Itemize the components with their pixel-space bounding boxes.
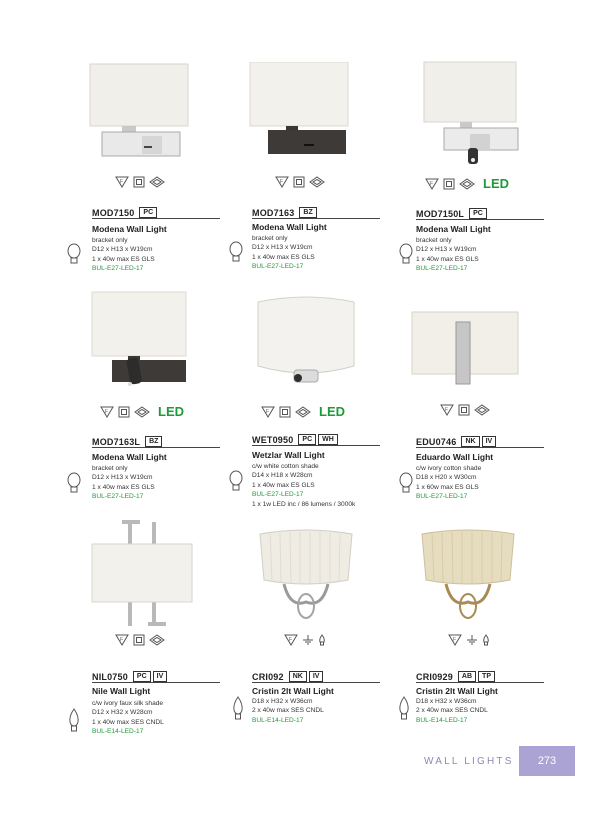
product-code: MOD7163 [252, 207, 295, 218]
svg-text:F: F [453, 637, 457, 643]
svg-text:F: F [120, 637, 124, 643]
class-f-icon [448, 634, 462, 646]
finish-badge: AB [458, 671, 476, 682]
product-name: Eduardo Wall Light [416, 452, 494, 462]
product-photo [408, 306, 524, 390]
product-code-row [92, 436, 162, 447]
rating-icons [261, 404, 345, 419]
product-photo [86, 62, 198, 162]
class-f-icon [100, 406, 114, 418]
class-f-icon [425, 178, 439, 190]
led-bulb-code: BUL-E14-LED-17 [252, 716, 304, 724]
led-bulb-code: BUL-E27-LED-17 [416, 265, 468, 273]
candle-bulb-icon [398, 696, 410, 722]
product-code-row [252, 207, 317, 218]
bulb-icon [228, 241, 244, 265]
product-photo [86, 290, 198, 394]
divider [416, 682, 544, 683]
spec-line: 1 x 60w max ES GLS [416, 483, 479, 491]
finish-badge: BZ [299, 207, 316, 218]
product-code-row [92, 207, 157, 218]
spec-line: D18 x H20 x W30cm [416, 474, 477, 482]
rating-icons [100, 404, 184, 419]
spec-line: c/w ivory cotton shade [416, 465, 482, 472]
svg-text:F: F [430, 180, 434, 187]
rating-icons [425, 176, 509, 191]
earth-icon [466, 634, 478, 646]
spec-line: D18 x H32 x W36cm [416, 698, 477, 705]
product-name: Modena Wall Light [252, 222, 327, 232]
lamp-type-icon [134, 406, 150, 418]
product-code: MOD7150 [92, 207, 135, 218]
product-photo [88, 520, 198, 628]
divider [252, 445, 380, 446]
double-insulated-icon [443, 178, 455, 190]
spec-line: c/w ivory faux silk shade [92, 700, 164, 707]
lamp-type-icon [309, 176, 325, 188]
rating-icons [115, 176, 165, 188]
lamp-type-icon [295, 406, 311, 418]
led-label: LED [158, 404, 184, 419]
led-bulb-code: BUL-E14-LED-17 [416, 716, 468, 724]
finish-badge: PC [298, 434, 316, 445]
product-code: MOD7150L [416, 208, 465, 219]
led-bulb-code: BUL-E14-LED-17 [92, 728, 144, 736]
svg-text:F: F [266, 408, 270, 415]
product-code: MOD7163L [92, 436, 141, 447]
spec-line: D12 x H13 x W19cm [92, 246, 153, 254]
spec-block [92, 236, 155, 274]
svg-text:F: F [105, 408, 109, 415]
bulb-icon [66, 472, 82, 496]
product-code: CRI092 [252, 671, 284, 682]
double-insulated-icon [118, 406, 130, 418]
class-f-icon [115, 634, 129, 646]
spec-line: D12 x H13 x W19cm [92, 474, 153, 482]
spec-line: bracket only [252, 235, 288, 242]
divider [416, 219, 544, 220]
finish-badge: PC [469, 208, 487, 219]
shade-badge: IV [153, 671, 168, 682]
class-f-icon [115, 176, 129, 188]
spec-block [252, 234, 315, 272]
lamp-type-icon [459, 178, 475, 190]
spec-block [252, 462, 355, 509]
finish-badge: PC [139, 207, 157, 218]
svg-text:F: F [280, 179, 284, 185]
finish-badge: NK [461, 436, 479, 447]
spec-line: 1 x 40w max ES GLS [252, 481, 315, 489]
product-photo [250, 296, 362, 392]
product-name: Modena Wall Light [92, 452, 167, 462]
rating-icons [448, 634, 490, 646]
spec-line-led: 1 x 1w LED inc / 86 lumens / 3000k [252, 500, 356, 508]
product-photo [416, 60, 528, 172]
spec-block [252, 697, 324, 725]
section-title: WALL LIGHTS [424, 756, 514, 767]
bulb-icon [398, 243, 414, 267]
divider [92, 218, 220, 219]
product-code: NIL0750 [92, 671, 128, 682]
spec-line: 1 x 40w max ES GLS [416, 255, 479, 263]
divider [92, 447, 220, 448]
spec-line: c/w white cotton shade [252, 463, 319, 470]
double-insulated-icon [133, 176, 145, 188]
candle-lamp-icon [318, 634, 326, 646]
spec-line: D12 x H13 x W19cm [416, 246, 477, 254]
product-code-row [416, 671, 495, 682]
double-insulated-icon [133, 634, 145, 646]
led-bulb-code: BUL-E27-LED-17 [252, 263, 304, 271]
lamp-type-icon [149, 634, 165, 646]
spec-line: 1 x 40w max ES GLS [252, 253, 315, 261]
shade-badge: IV [309, 671, 324, 682]
rating-icons [115, 634, 165, 646]
finish-badge: NK [289, 671, 307, 682]
product-code: CRI0929 [416, 671, 453, 682]
spec-line: D12 x H32 x W28cm [92, 709, 153, 717]
shade-badge: TP [478, 671, 495, 682]
bulb-icon [66, 243, 82, 267]
bulb-icon [228, 470, 244, 494]
shade-badge: IV [482, 436, 497, 447]
candle-bulb-icon [68, 708, 80, 734]
led-label: LED [319, 404, 345, 419]
spec-line: 1 x 40w max SES CNDL [92, 718, 164, 726]
lamp-type-icon [149, 176, 165, 188]
candle-lamp-icon [482, 634, 490, 646]
spec-line: D18 x H32 x W36cm [252, 698, 313, 705]
double-insulated-icon [293, 176, 305, 188]
divider [252, 218, 380, 219]
svg-text:F: F [445, 407, 449, 413]
rating-icons [284, 634, 326, 646]
product-name: Modena Wall Light [92, 224, 167, 234]
class-f-icon [275, 176, 289, 188]
led-bulb-code: BUL-E27-LED-17 [92, 493, 144, 501]
spec-block [416, 697, 488, 725]
product-photo [246, 62, 358, 162]
led-bulb-code: BUL-E27-LED-17 [92, 265, 144, 273]
product-name: Modena Wall Light [416, 224, 491, 234]
spec-line: bracket only [416, 237, 452, 244]
spec-block [92, 699, 164, 737]
bulb-icon [398, 472, 414, 496]
product-photo [250, 528, 362, 624]
spec-line: 2 x 40w max SES CNDL [252, 707, 324, 715]
product-code-row [416, 436, 496, 447]
divider [252, 682, 380, 683]
led-bulb-code: BUL-E27-LED-17 [416, 493, 468, 501]
earth-icon [302, 634, 314, 646]
product-code-row [252, 434, 338, 445]
svg-text:F: F [120, 179, 124, 185]
led-bulb-code: BUL-E27-LED-17 [252, 491, 304, 499]
spec-line: D14 x H18 x W28cm [252, 472, 313, 480]
divider [92, 682, 220, 683]
double-insulated-icon [279, 406, 291, 418]
spec-line: 1 x 40w max ES GLS [92, 483, 155, 491]
product-name: Nile Wall Light [92, 686, 151, 696]
product-photo [412, 528, 524, 624]
product-code-row [92, 671, 167, 682]
spec-line: bracket only [92, 465, 128, 472]
lamp-type-icon [474, 404, 490, 416]
spec-line: 1 x 40w max ES GLS [92, 255, 155, 263]
spec-line: 2 x 40w max SES CNDL [416, 707, 488, 715]
product-name: Cristin 2lt Wall Light [252, 686, 334, 696]
spec-block [416, 236, 479, 274]
product-code: WET0950 [252, 434, 294, 445]
spec-block [92, 464, 155, 502]
spec-block [416, 464, 481, 502]
class-f-icon [440, 404, 454, 416]
product-name: Cristin 2lt Wall Light [416, 686, 498, 696]
shade-badge: WH [318, 434, 338, 445]
led-label: LED [483, 176, 509, 191]
product-code-row [252, 671, 323, 682]
spec-line: bracket only [92, 237, 128, 244]
product-code-row [416, 208, 487, 219]
product-name: Wetzlar Wall Light [252, 450, 325, 460]
svg-text:F: F [289, 637, 293, 643]
finish-badge: BZ [145, 436, 162, 447]
rating-icons [440, 404, 490, 416]
class-f-icon [261, 406, 275, 418]
double-insulated-icon [458, 404, 470, 416]
finish-badge: PC [133, 671, 151, 682]
page-number: 273 [519, 746, 575, 776]
candle-bulb-icon [232, 696, 244, 722]
product-code: EDU0746 [416, 436, 457, 447]
spec-line: D12 x H13 x W19cm [252, 244, 313, 252]
class-f-icon [284, 634, 298, 646]
rating-icons [275, 176, 325, 188]
divider [416, 447, 544, 448]
